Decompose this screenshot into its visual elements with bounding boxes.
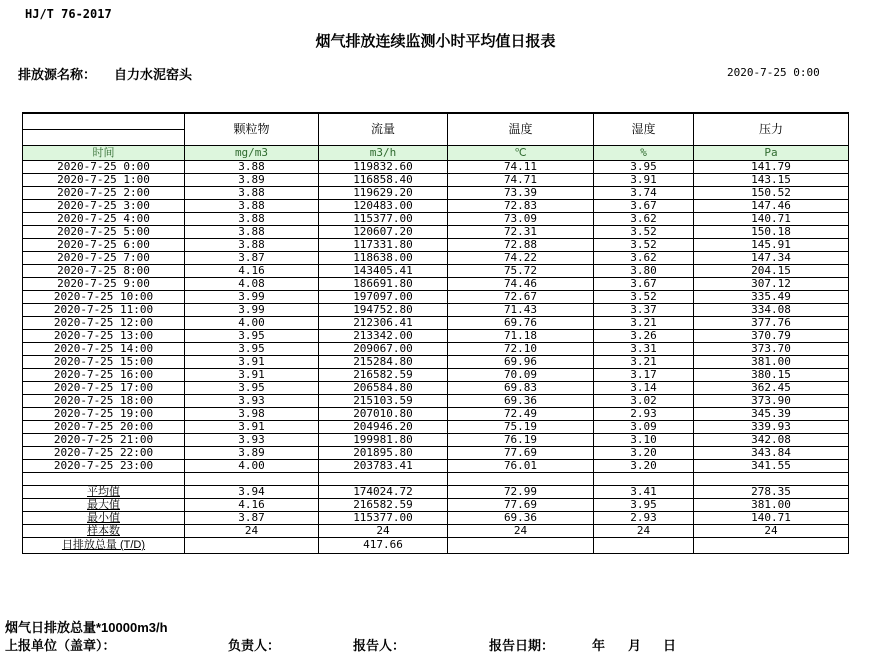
- row-time: 2020-7-25 12:00: [23, 316, 185, 329]
- row-value: 75.19: [448, 420, 594, 433]
- row-value: 204.15: [694, 264, 849, 277]
- row-value: 3.52: [594, 225, 694, 238]
- row-value: 71.18: [448, 329, 594, 342]
- summary-row: [23, 498, 849, 511]
- row-value: 3.52: [594, 290, 694, 303]
- row-value: 3.91: [594, 173, 694, 186]
- summary-value: [694, 537, 849, 553]
- row-time: 2020-7-25 13:00: [23, 329, 185, 342]
- row-value: 72.88: [448, 238, 594, 251]
- row-value: 339.93: [694, 420, 849, 433]
- summary-value: 77.69: [448, 498, 594, 511]
- table-row: [23, 290, 849, 303]
- row-value: 334.08: [694, 303, 849, 316]
- row-value: 3.99: [185, 290, 319, 303]
- row-value: 307.12: [694, 277, 849, 290]
- summary-value: 72.99: [448, 485, 594, 498]
- summary-label: 最大值: [23, 498, 185, 511]
- row-value: 143405.41: [319, 264, 448, 277]
- row-value: 73.39: [448, 186, 594, 199]
- summary-value: 24: [319, 524, 448, 537]
- row-value: 373.70: [694, 342, 849, 355]
- col-header-humidity: 湿度: [594, 113, 694, 145]
- row-value: 72.49: [448, 407, 594, 420]
- summary-label: 样本数: [23, 524, 185, 537]
- row-value: 343.84: [694, 446, 849, 459]
- row-value: 3.74: [594, 186, 694, 199]
- row-time: 2020-7-25 3:00: [23, 199, 185, 212]
- row-value: 73.09: [448, 212, 594, 225]
- table-row: [23, 160, 849, 173]
- time-header-spacer-bottom: [23, 129, 185, 145]
- signature-line: [0, 635, 871, 653]
- report-date-label: 报告日期：: [489, 638, 555, 653]
- row-value: 342.08: [694, 433, 849, 446]
- responsible-person-label: 负责人：: [228, 638, 281, 653]
- month-label: 月: [628, 638, 642, 653]
- row-time: 2020-7-25 22:00: [23, 446, 185, 459]
- row-value: 215103.59: [319, 394, 448, 407]
- table-row: [23, 277, 849, 290]
- table-row: [23, 342, 849, 355]
- row-value: 76.19: [448, 433, 594, 446]
- row-value: 345.39: [694, 407, 849, 420]
- row-value: 4.00: [185, 459, 319, 472]
- row-value: 4.08: [185, 277, 319, 290]
- emission-source-label: 排放源名称：: [18, 67, 97, 82]
- row-value: 3.98: [185, 407, 319, 420]
- row-value: 74.71: [448, 173, 594, 186]
- row-value: 3.37: [594, 303, 694, 316]
- row-value: 2.93: [594, 407, 694, 420]
- row-value: 4.16: [185, 264, 319, 277]
- total-emission-note: 烟气日排放总量*10000m3/h: [5, 620, 168, 635]
- row-value: 4.00: [185, 316, 319, 329]
- row-value: 3.17: [594, 368, 694, 381]
- row-value: 3.88: [185, 238, 319, 251]
- row-value: 215284.80: [319, 355, 448, 368]
- reporter-label: 报告人：: [353, 638, 406, 653]
- row-value: 3.20: [594, 446, 694, 459]
- summary-value: 278.35: [694, 485, 849, 498]
- row-value: 120483.00: [319, 199, 448, 212]
- day-label: 日: [663, 638, 677, 653]
- row-time: 2020-7-25 1:00: [23, 173, 185, 186]
- summary-row: [23, 537, 849, 553]
- row-value: 3.67: [594, 277, 694, 290]
- row-value: 72.10: [448, 342, 594, 355]
- row-value: 3.87: [185, 251, 319, 264]
- row-time: 2020-7-25 21:00: [23, 433, 185, 446]
- row-value: 3.80: [594, 264, 694, 277]
- column-header-row: [23, 113, 849, 129]
- row-time: 2020-7-25 17:00: [23, 381, 185, 394]
- row-value: 204946.20: [319, 420, 448, 433]
- row-value: 150.18: [694, 225, 849, 238]
- row-value: 77.69: [448, 446, 594, 459]
- table-row: [23, 329, 849, 342]
- row-value: 69.36: [448, 394, 594, 407]
- table-header-section: [23, 113, 849, 160]
- summary-value: 3.94: [185, 485, 319, 498]
- row-value: 147.34: [694, 251, 849, 264]
- table-row: [23, 199, 849, 212]
- emission-source-row: [18, 64, 192, 83]
- unit-particulate: mg/m3: [185, 145, 319, 160]
- row-value: 3.89: [185, 446, 319, 459]
- row-time: 2020-7-25 2:00: [23, 186, 185, 199]
- col-header-temperature: 温度: [448, 113, 594, 145]
- unit-humidity: %: [594, 145, 694, 160]
- year-label: 年: [592, 638, 606, 653]
- row-value: 70.09: [448, 368, 594, 381]
- row-time: 2020-7-25 6:00: [23, 238, 185, 251]
- row-value: 69.96: [448, 355, 594, 368]
- table-row: [23, 368, 849, 381]
- spacer-row: [23, 472, 849, 485]
- table-row: [23, 420, 849, 433]
- row-time: 2020-7-25 14:00: [23, 342, 185, 355]
- summary-value: 3.87: [185, 511, 319, 524]
- summary-value: 140.71: [694, 511, 849, 524]
- summary-label: 平均值: [23, 485, 185, 498]
- row-value: 118638.00: [319, 251, 448, 264]
- summary-label: 日排放总量 (T/D): [23, 537, 185, 553]
- row-time: 2020-7-25 9:00: [23, 277, 185, 290]
- table-summary-body: [23, 485, 849, 553]
- summary-value: [448, 537, 594, 553]
- table-row: [23, 225, 849, 238]
- row-value: 145.91: [694, 238, 849, 251]
- summary-value: [185, 537, 319, 553]
- row-value: 362.45: [694, 381, 849, 394]
- row-value: 197097.00: [319, 290, 448, 303]
- row-time: 2020-7-25 16:00: [23, 368, 185, 381]
- table-row: [23, 381, 849, 394]
- row-value: 3.14: [594, 381, 694, 394]
- row-value: 72.31: [448, 225, 594, 238]
- table-row: [23, 251, 849, 264]
- row-value: 373.90: [694, 394, 849, 407]
- row-value: 3.93: [185, 433, 319, 446]
- row-value: 71.43: [448, 303, 594, 316]
- row-value: 141.79: [694, 160, 849, 173]
- row-value: 74.46: [448, 277, 594, 290]
- table-row: [23, 394, 849, 407]
- row-value: 209067.00: [319, 342, 448, 355]
- summary-value: 381.00: [694, 498, 849, 511]
- row-value: 115377.00: [319, 212, 448, 225]
- row-value: 116858.40: [319, 173, 448, 186]
- summary-value: 3.41: [594, 485, 694, 498]
- summary-value: 2.93: [594, 511, 694, 524]
- row-value: 3.62: [594, 212, 694, 225]
- row-value: 194752.80: [319, 303, 448, 316]
- col-header-pressure: 压力: [694, 113, 849, 145]
- row-value: 3.95: [185, 381, 319, 394]
- row-value: 3.52: [594, 238, 694, 251]
- row-value: 117331.80: [319, 238, 448, 251]
- row-time: 2020-7-25 19:00: [23, 407, 185, 420]
- row-value: 201895.80: [319, 446, 448, 459]
- row-value: 341.55: [694, 459, 849, 472]
- summary-row: [23, 485, 849, 498]
- row-value: 3.88: [185, 199, 319, 212]
- summary-value: 24: [594, 524, 694, 537]
- monitoring-table: [22, 112, 849, 554]
- row-value: 3.95: [185, 329, 319, 342]
- summary-value: 4.16: [185, 498, 319, 511]
- row-time: 2020-7-25 0:00: [23, 160, 185, 173]
- row-value: 370.79: [694, 329, 849, 342]
- standard-code: HJ/T 76-2017: [25, 7, 112, 21]
- table-row: [23, 173, 849, 186]
- row-value: 377.76: [694, 316, 849, 329]
- time-header: 时间: [23, 145, 185, 160]
- table-row: [23, 303, 849, 316]
- row-value: 3.88: [185, 186, 319, 199]
- row-value: 3.89: [185, 173, 319, 186]
- row-value: 3.10: [594, 433, 694, 446]
- summary-label: 最小值: [23, 511, 185, 524]
- time-header-spacer-top: [23, 113, 185, 129]
- summary-value: 24: [694, 524, 849, 537]
- row-value: 213342.00: [319, 329, 448, 342]
- row-time: 2020-7-25 7:00: [23, 251, 185, 264]
- row-value: 212306.41: [319, 316, 448, 329]
- row-time: 2020-7-25 8:00: [23, 264, 185, 277]
- table-row: [23, 186, 849, 199]
- row-value: 3.95: [185, 342, 319, 355]
- row-time: 2020-7-25 11:00: [23, 303, 185, 316]
- row-value: 147.46: [694, 199, 849, 212]
- table-body: [23, 160, 849, 472]
- row-value: 3.91: [185, 355, 319, 368]
- reporting-unit-label: 上报单位（盖章）：: [5, 638, 116, 653]
- row-value: 3.88: [185, 212, 319, 225]
- row-value: 72.83: [448, 199, 594, 212]
- summary-value: 417.66: [319, 537, 448, 553]
- row-value: 3.88: [185, 225, 319, 238]
- summary-value: 69.36: [448, 511, 594, 524]
- table-row: [23, 238, 849, 251]
- summary-row: [23, 524, 849, 537]
- row-value: 119629.20: [319, 186, 448, 199]
- summary-value: 24: [185, 524, 319, 537]
- row-value: 203783.41: [319, 459, 448, 472]
- row-value: 3.91: [185, 368, 319, 381]
- table-row: [23, 316, 849, 329]
- row-value: 3.99: [185, 303, 319, 316]
- row-time: 2020-7-25 20:00: [23, 420, 185, 433]
- col-header-flow: 流量: [319, 113, 448, 145]
- row-value: 74.11: [448, 160, 594, 173]
- table-row: [23, 212, 849, 225]
- summary-value: [594, 537, 694, 553]
- row-value: 120607.20: [319, 225, 448, 238]
- summary-row: [23, 511, 849, 524]
- row-value: 3.26: [594, 329, 694, 342]
- row-value: 143.15: [694, 173, 849, 186]
- summary-value: 3.95: [594, 498, 694, 511]
- row-time: 2020-7-25 18:00: [23, 394, 185, 407]
- unit-flow: m3/h: [319, 145, 448, 160]
- row-value: 74.22: [448, 251, 594, 264]
- row-value: 72.67: [448, 290, 594, 303]
- row-value: 186691.80: [319, 277, 448, 290]
- page-title: 烟气排放连续监测小时平均值日报表: [315, 33, 556, 50]
- row-value: 3.93: [185, 394, 319, 407]
- row-value: 207010.80: [319, 407, 448, 420]
- row-value: 69.76: [448, 316, 594, 329]
- units-row: [23, 145, 849, 160]
- row-value: 69.83: [448, 381, 594, 394]
- row-value: 140.71: [694, 212, 849, 225]
- row-value: 3.31: [594, 342, 694, 355]
- row-value: 3.95: [594, 160, 694, 173]
- row-value: 3.21: [594, 355, 694, 368]
- row-value: 206584.80: [319, 381, 448, 394]
- table-row: [23, 459, 849, 472]
- row-value: 199981.80: [319, 433, 448, 446]
- row-value: 3.09: [594, 420, 694, 433]
- row-time: 2020-7-25 5:00: [23, 225, 185, 238]
- row-value: 216582.59: [319, 368, 448, 381]
- table-row: [23, 446, 849, 459]
- row-value: 119832.60: [319, 160, 448, 173]
- row-time: 2020-7-25 15:00: [23, 355, 185, 368]
- unit-pressure: Pa: [694, 145, 849, 160]
- row-value: 3.62: [594, 251, 694, 264]
- row-value: 335.49: [694, 290, 849, 303]
- row-value: 3.91: [185, 420, 319, 433]
- summary-value: 216582.59: [319, 498, 448, 511]
- row-time: 2020-7-25 23:00: [23, 459, 185, 472]
- col-header-particulate: 颗粒物: [185, 113, 319, 145]
- row-time: 2020-7-25 10:00: [23, 290, 185, 303]
- table-row: [23, 264, 849, 277]
- summary-value: 24: [448, 524, 594, 537]
- row-value: 3.88: [185, 160, 319, 173]
- table-row: [23, 433, 849, 446]
- summary-value: 174024.72: [319, 485, 448, 498]
- row-value: 3.02: [594, 394, 694, 407]
- emission-source-name: 自力水泥窑头: [114, 67, 193, 82]
- summary-value: 115377.00: [319, 511, 448, 524]
- table-row: [23, 355, 849, 368]
- unit-temperature: ℃: [448, 145, 594, 160]
- row-value: 3.21: [594, 316, 694, 329]
- table-summary-section: [23, 472, 849, 485]
- row-value: 150.52: [694, 186, 849, 199]
- row-value: 381.00: [694, 355, 849, 368]
- row-value: 380.15: [694, 368, 849, 381]
- row-value: 3.20: [594, 459, 694, 472]
- row-value: 75.72: [448, 264, 594, 277]
- row-value: 3.67: [594, 199, 694, 212]
- row-time: 2020-7-25 4:00: [23, 212, 185, 225]
- table-row: [23, 407, 849, 420]
- report-datetime: 2020-7-25 0:00: [727, 66, 820, 79]
- row-value: 76.01: [448, 459, 594, 472]
